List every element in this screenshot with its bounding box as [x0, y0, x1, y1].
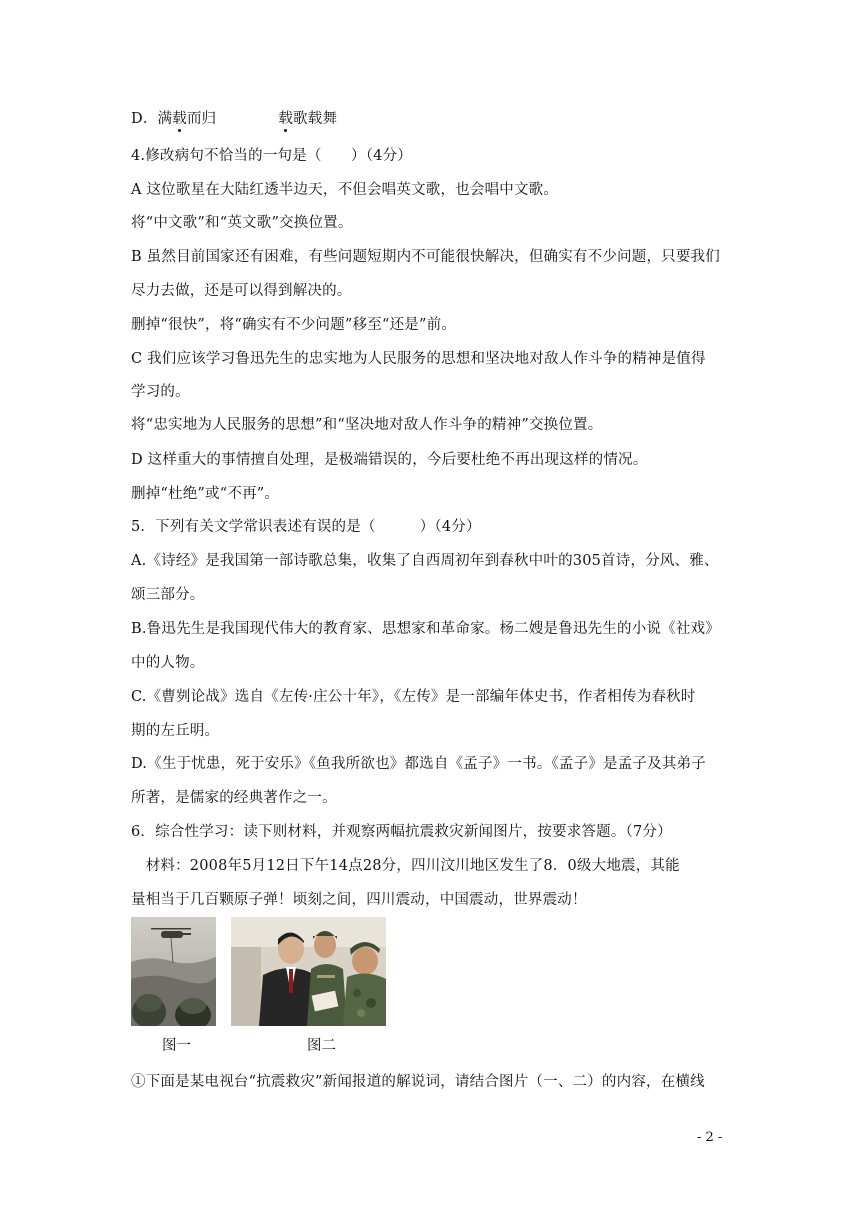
question-5: 5．下列有关文学常识表述有误的是（ ）（4分） [131, 519, 481, 535]
text-line: 将“忠实地为人民服务的思想”和“坚决地对敌人作斗争的精神”交换位置。 [131, 417, 603, 433]
option-d-suffix: 歌载舞 [293, 111, 338, 127]
text-line: 期的左丘明。 [131, 723, 220, 739]
figure-2-caption: 图二 [307, 1038, 336, 1054]
material-text: 量相当于几百颗原子弹！顷刻之间，四川震动，中国震动，世界震动！ [131, 892, 587, 908]
question-6-sub-1: ①下面是某电视台“抗震救灾”新闻报道的解说词，请结合图片（一、二）的内容，在横线 [131, 1074, 705, 1090]
emphasized-char-1: 载 [172, 111, 187, 127]
text-line: 中的人物。 [131, 655, 205, 671]
question-4-option-a: A 这位歌星在大陆红透半边天，不但会唱英文歌，也会唱中文歌。 [131, 182, 559, 198]
figure-2-photo [231, 917, 386, 1026]
text-line: D 这样重大的事情擅自处理，是极端错误的，今后要杜绝不再出现这样的情况。 [131, 452, 648, 468]
text-line: 删掉“很快”，将“确实有不少问题”移至“还是”前。 [131, 317, 456, 333]
text-line: B.鲁迅先生是我国现代伟大的教育家、思想家和革命家。杨二嫂是鲁迅先生的小说《社戏》 [131, 621, 720, 637]
text-line: 学习的。 [131, 384, 190, 400]
figure-1-photo [131, 917, 216, 1026]
text-line: 尽力去做，还是可以得到解决的。 [131, 283, 352, 299]
option-d-line [131, 109, 741, 129]
text-line: 颂三部分。 [131, 587, 205, 603]
option-d-prefix: D．满 [131, 111, 173, 127]
text-line: 将“中文歌”和“英文歌”交换位置。 [131, 215, 353, 231]
text-line: D.《生于忧患，死于安乐》《鱼我所欲也》都选自《孟子》一书。《孟子》是孟子及其弟子 [131, 756, 706, 772]
text-line: C 我们应该学习鲁迅先生的忠实地为人民服务的思想和坚决地对敌人作斗争的精神是值得 [131, 351, 706, 367]
material-text: 材料：2008年5月12日下午14点28分，四川汶川地区发生了8．0级大地震，其能 [131, 858, 680, 874]
text-line: B 虽然目前国家还有困难，有些问题短期内不可能很快解决，但确实有不少问题，只要我们 [131, 249, 720, 265]
text-line: C.《曹刿论战》选自《左传·庄公十年》，《左传》是一部编年体史书，作者相传为春秋时 [131, 689, 696, 705]
text-line: 所著，是儒家的经典著作之一。 [131, 790, 337, 806]
question-6: 6．综合性学习：读下则材料，并观察两幅抗震救灾新闻图片，按要求答题。（7分） [131, 824, 672, 840]
emphasized-char-2: 载 [278, 111, 294, 127]
option-d-mid: 而归 [186, 111, 217, 127]
page-number: - 2 - [697, 1130, 723, 1145]
figure-1-caption: 图一 [162, 1038, 191, 1054]
question-4: 4.修改病句不恰当的一句是（ ）（4分） [131, 148, 413, 164]
text-line: A.《诗经》是我国第一部诗歌总集，收集了自西周初年到春秋中叶的305首诗，分风、雅、 [131, 553, 719, 569]
text-line: 删掉“杜绝”或“不再”。 [131, 486, 280, 502]
